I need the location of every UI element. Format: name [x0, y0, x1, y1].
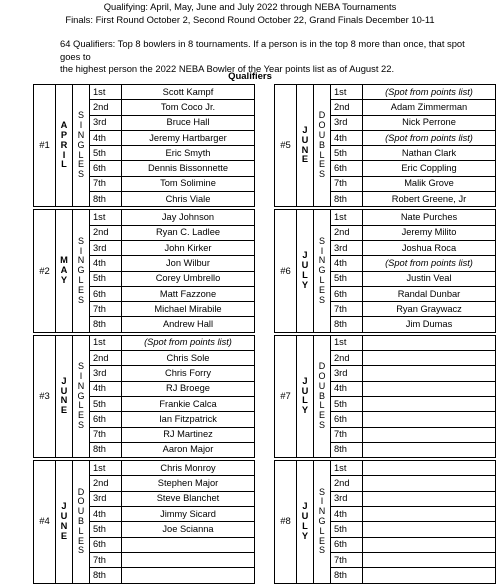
place-cell: 7th: [331, 176, 363, 191]
qualifier-name: (Spot from points list): [122, 335, 255, 350]
type-letter: S: [77, 169, 84, 180]
qualifier-name: [363, 366, 496, 381]
type-letter: S: [77, 110, 84, 121]
type-letter: G: [318, 265, 326, 276]
type-letter: I: [79, 120, 83, 131]
tournament-month: [56, 85, 73, 207]
tournament-month: [56, 461, 73, 583]
qualifier-name: Chris Viale: [122, 192, 255, 207]
qualifier-name: Michael Mirabile: [122, 302, 255, 317]
qualifier-name: [363, 507, 496, 522]
month-letter: R: [60, 139, 68, 150]
tournament-month: [297, 461, 314, 583]
type-letter: N: [318, 255, 326, 266]
qualifier-name: Joe Scianna: [122, 522, 255, 537]
tournament-number: #4: [34, 461, 56, 583]
qualifier-name: Frankie Calca: [122, 396, 255, 411]
qualifier-name: (Spot from points list): [363, 256, 496, 271]
type-letter: S: [318, 486, 325, 497]
place-cell: 4th: [90, 507, 122, 522]
intro-line-1: 64 Qualifiers: Top 8 bowlers in 8 tournaments. If a person is in the top 8 more than once, that spot goes to: [60, 38, 465, 62]
type-letter: L: [319, 525, 325, 536]
place-cell: 4th: [331, 256, 363, 271]
tournament-number: #6: [275, 210, 297, 332]
type-letter: S: [77, 294, 84, 305]
month-letter: U: [301, 385, 309, 396]
table-row: [275, 461, 496, 476]
type-letter: S: [318, 294, 325, 305]
type-letter: U: [77, 506, 85, 517]
qualifier-name: Stephen Major: [122, 476, 255, 491]
place-cell: 3rd: [331, 115, 363, 130]
tournament-type: [73, 335, 90, 457]
month-letter: U: [60, 511, 68, 522]
place-cell: 8th: [90, 442, 122, 457]
qualifier-name: Nick Perrone: [363, 115, 496, 130]
place-cell: 8th: [90, 568, 122, 583]
type-letter: S: [77, 419, 84, 430]
qualifier-name: [363, 335, 496, 350]
table-row: [34, 210, 255, 225]
place-cell: 2nd: [331, 351, 363, 366]
place-cell: 1st: [331, 461, 363, 476]
qualifier-name: [363, 381, 496, 396]
type-letter: E: [77, 284, 84, 295]
tournament-month: [297, 335, 314, 457]
qualifier-name: Aaron Major: [122, 442, 255, 457]
month-letter: E: [60, 405, 68, 416]
left-qualifier-panel: [33, 84, 255, 584]
type-letter: N: [77, 380, 85, 391]
intro-text: [60, 38, 480, 76]
tournament-number: #8: [275, 461, 297, 583]
tournament-number: #1: [34, 85, 56, 207]
place-cell: 8th: [331, 192, 363, 207]
place-cell: 3rd: [90, 115, 122, 130]
place-cell: 1st: [90, 461, 122, 476]
place-cell: 4th: [90, 381, 122, 396]
qualifier-name: [363, 461, 496, 476]
type-letter: D: [77, 486, 85, 497]
month-letter: E: [301, 154, 309, 165]
place-cell: 7th: [331, 427, 363, 442]
place-cell: 5th: [331, 146, 363, 161]
place-cell: 1st: [331, 85, 363, 100]
qualifier-name: Robert Greene, Jr: [363, 192, 496, 207]
place-cell: 1st: [90, 335, 122, 350]
tournament-number: #2: [34, 210, 56, 332]
place-cell: 5th: [90, 396, 122, 411]
place-cell: 7th: [90, 176, 122, 191]
type-letter: O: [77, 496, 85, 507]
type-letter: E: [318, 410, 325, 421]
qualifier-name: Jim Dumas: [363, 317, 496, 332]
right-qualifier-panel: [274, 84, 496, 584]
qualifier-name: Randal Dunbar: [363, 286, 496, 301]
qualifier-table: [274, 84, 496, 584]
place-cell: 5th: [331, 396, 363, 411]
qualifier-name: Malik Grove: [363, 176, 496, 191]
tournament-month: [297, 210, 314, 332]
place-cell: 3rd: [331, 366, 363, 381]
qualifier-name: Ryan C. Ladlee: [122, 225, 255, 240]
type-letter: S: [77, 361, 84, 372]
place-cell: 3rd: [331, 491, 363, 506]
month-letter: J: [61, 375, 67, 386]
type-letter: E: [318, 159, 325, 170]
type-letter: D: [318, 361, 326, 372]
type-letter: L: [319, 274, 325, 285]
place-cell: 7th: [90, 552, 122, 567]
tournament-type: [73, 461, 90, 583]
place-cell: 3rd: [331, 240, 363, 255]
place-cell: 5th: [90, 522, 122, 537]
type-letter: G: [77, 265, 85, 276]
qualifier-name: [363, 537, 496, 552]
tournament-month: [297, 85, 314, 207]
type-letter: S: [318, 419, 325, 430]
place-cell: 6th: [90, 286, 122, 301]
qualifier-name: Ian Fitzpatrick: [122, 412, 255, 427]
qualifier-name: [122, 537, 255, 552]
qualifier-name: [363, 552, 496, 567]
qualifier-name: (Spot from points list): [363, 85, 496, 100]
qualifier-table: [33, 84, 255, 584]
tournament-type: [314, 85, 331, 207]
qualifying-line: Qualifying: April, May, June and July 2022 through NEBA Tournaments: [103, 1, 397, 12]
type-letter: L: [319, 400, 325, 411]
qualifier-name: [363, 427, 496, 442]
month-letter: Y: [301, 530, 309, 541]
month-letter: J: [302, 501, 308, 512]
place-cell: 1st: [331, 210, 363, 225]
month-letter: L: [302, 395, 308, 406]
tournament-type: [73, 85, 90, 207]
type-letter: S: [77, 545, 84, 556]
place-cell: 4th: [90, 130, 122, 145]
tournament-month: [56, 335, 73, 457]
type-letter: B: [77, 515, 84, 526]
tournament-type: [314, 335, 331, 457]
tournament-type: [314, 461, 331, 583]
qualifier-name: [122, 568, 255, 583]
month-letter: U: [60, 385, 68, 396]
type-letter: L: [319, 149, 325, 160]
month-letter: L: [302, 270, 308, 281]
type-letter: N: [77, 255, 85, 266]
table-row: [275, 210, 496, 225]
tournament-number: #5: [275, 85, 297, 207]
place-cell: 1st: [331, 335, 363, 350]
table-row: [34, 85, 255, 100]
type-letter: O: [318, 120, 326, 131]
month-letter: L: [61, 159, 67, 170]
place-cell: 3rd: [90, 491, 122, 506]
type-letter: D: [318, 110, 326, 121]
place-cell: 3rd: [90, 366, 122, 381]
month-letter: I: [62, 149, 66, 160]
qualifier-name: [363, 522, 496, 537]
place-cell: 2nd: [90, 351, 122, 366]
place-cell: 4th: [331, 130, 363, 145]
qualifier-name: Eric Smyth: [122, 146, 255, 161]
qualifier-name: [363, 351, 496, 366]
type-letter: B: [318, 390, 325, 401]
qualifier-name: [363, 396, 496, 411]
place-cell: 8th: [331, 317, 363, 332]
qualifier-name: RJ Martinez: [122, 427, 255, 442]
qualifier-name: [363, 442, 496, 457]
qualifiers-title: Qualifiers: [228, 71, 272, 82]
qualifier-name: Bruce Hall: [122, 115, 255, 130]
qualifier-name: [363, 568, 496, 583]
place-cell: 7th: [90, 427, 122, 442]
table-row: [275, 85, 496, 100]
type-letter: I: [79, 370, 83, 381]
month-letter: M: [60, 255, 68, 266]
month-letter: U: [301, 134, 309, 145]
place-cell: 7th: [331, 302, 363, 317]
qualifier-name: Joshua Roca: [363, 240, 496, 255]
type-letter: N: [77, 129, 85, 140]
month-letter: N: [301, 144, 309, 155]
type-letter: E: [77, 159, 84, 170]
place-cell: 6th: [331, 161, 363, 176]
type-letter: L: [78, 274, 84, 285]
month-letter: A: [60, 265, 68, 276]
place-cell: 7th: [331, 552, 363, 567]
qualifier-name: Tom Solimine: [122, 176, 255, 191]
type-letter: S: [318, 235, 325, 246]
type-letter: B: [318, 139, 325, 150]
month-letter: J: [61, 501, 67, 512]
place-cell: 6th: [331, 286, 363, 301]
qualifier-name: [122, 552, 255, 567]
qualifier-name: [363, 476, 496, 491]
place-cell: 6th: [90, 161, 122, 176]
place-cell: 2nd: [331, 225, 363, 240]
place-cell: 4th: [331, 507, 363, 522]
month-letter: J: [302, 250, 308, 261]
qualifier-name: Jay Johnson: [122, 210, 255, 225]
month-letter: E: [60, 530, 68, 541]
qualifier-name: Chris Monroy: [122, 461, 255, 476]
month-letter: J: [302, 125, 308, 136]
place-cell: 7th: [90, 302, 122, 317]
qualifier-name: Scott Kampf: [122, 85, 255, 100]
month-letter: J: [302, 375, 308, 386]
type-letter: I: [79, 245, 83, 256]
qualifier-name: Adam Zimmerman: [363, 100, 496, 115]
type-letter: S: [77, 235, 84, 246]
place-cell: 2nd: [331, 476, 363, 491]
place-cell: 8th: [331, 442, 363, 457]
type-letter: I: [320, 245, 324, 256]
qualifier-name: Matt Fazzone: [122, 286, 255, 301]
month-letter: P: [60, 129, 68, 140]
tournament-month: [56, 210, 73, 332]
month-letter: N: [60, 395, 68, 406]
tournament-number: #7: [275, 335, 297, 457]
qualifier-name: Eric Coppling: [363, 161, 496, 176]
place-cell: 2nd: [90, 100, 122, 115]
finals-line: Finals: First Round October 2, Second Round October 22, Grand Finals December 10-11: [65, 14, 435, 25]
type-letter: L: [78, 400, 84, 411]
qualifier-name: [363, 491, 496, 506]
qualifier-name: (Spot from points list): [363, 130, 496, 145]
place-cell: 5th: [331, 271, 363, 286]
qualifier-name: RJ Broege: [122, 381, 255, 396]
type-letter: E: [77, 535, 84, 546]
place-cell: 1st: [90, 210, 122, 225]
qualifier-name: Corey Umbrello: [122, 271, 255, 286]
place-cell: 5th: [90, 271, 122, 286]
month-letter: Y: [301, 405, 309, 416]
month-letter: U: [301, 511, 309, 522]
qualifier-name: John Kirker: [122, 240, 255, 255]
place-cell: 8th: [331, 568, 363, 583]
month-letter: L: [302, 520, 308, 531]
month-letter: U: [301, 260, 309, 271]
type-letter: G: [77, 139, 85, 150]
table-row: [275, 335, 496, 350]
place-cell: 6th: [90, 412, 122, 427]
qualifier-name: Ryan Graywacz: [363, 302, 496, 317]
type-letter: N: [318, 506, 326, 517]
qualifier-name: [363, 412, 496, 427]
qualifier-name: Chris Sole: [122, 351, 255, 366]
type-letter: E: [77, 410, 84, 421]
type-letter: E: [318, 284, 325, 295]
qualifier-name: Chris Forry: [122, 366, 255, 381]
qualifier-name: Jon Wilbur: [122, 256, 255, 271]
place-cell: 6th: [331, 412, 363, 427]
month-letter: A: [60, 120, 68, 131]
type-letter: U: [318, 380, 326, 391]
month-letter: Y: [301, 279, 309, 290]
place-cell: 4th: [90, 256, 122, 271]
month-letter: N: [60, 520, 68, 531]
type-letter: U: [318, 129, 326, 140]
type-letter: O: [318, 370, 326, 381]
qualifier-name: Jimmy Sicard: [122, 507, 255, 522]
type-letter: L: [78, 149, 84, 160]
qualifier-name: Nate Purches: [363, 210, 496, 225]
qualifier-name: Jeremy Hartbarger: [122, 130, 255, 145]
type-letter: I: [320, 496, 324, 507]
qualifier-name: Dennis Bissonnette: [122, 161, 255, 176]
place-cell: 4th: [331, 381, 363, 396]
place-cell: 6th: [331, 537, 363, 552]
type-letter: S: [318, 545, 325, 556]
type-letter: E: [318, 535, 325, 546]
type-letter: S: [318, 169, 325, 180]
intro-line-2: the highest person the 2022 NEBA Bowler of the Year points list as of August 22.: [60, 63, 395, 74]
place-cell: 8th: [90, 192, 122, 207]
place-cell: 5th: [331, 522, 363, 537]
qualifier-name: Andrew Hall: [122, 317, 255, 332]
type-letter: G: [318, 515, 326, 526]
place-cell: 2nd: [331, 100, 363, 115]
place-cell: 5th: [90, 146, 122, 161]
place-cell: 2nd: [90, 225, 122, 240]
place-cell: 2nd: [90, 476, 122, 491]
tournament-type: [314, 210, 331, 332]
place-cell: 8th: [90, 317, 122, 332]
place-cell: 1st: [90, 85, 122, 100]
tournament-type: [73, 210, 90, 332]
qualifier-name: Jeremy Milito: [363, 225, 496, 240]
qualifier-name: Steve Blanchet: [122, 491, 255, 506]
place-cell: 6th: [90, 537, 122, 552]
type-letter: G: [77, 390, 85, 401]
tournament-number: #3: [34, 335, 56, 457]
place-cell: 3rd: [90, 240, 122, 255]
qualifier-name: Justin Veal: [363, 271, 496, 286]
table-row: [34, 461, 255, 476]
qualifier-name: Tom Coco Jr.: [122, 100, 255, 115]
table-row: [34, 335, 255, 350]
month-letter: Y: [60, 274, 68, 285]
type-letter: L: [78, 525, 84, 536]
qualifier-name: Nathan Clark: [363, 146, 496, 161]
